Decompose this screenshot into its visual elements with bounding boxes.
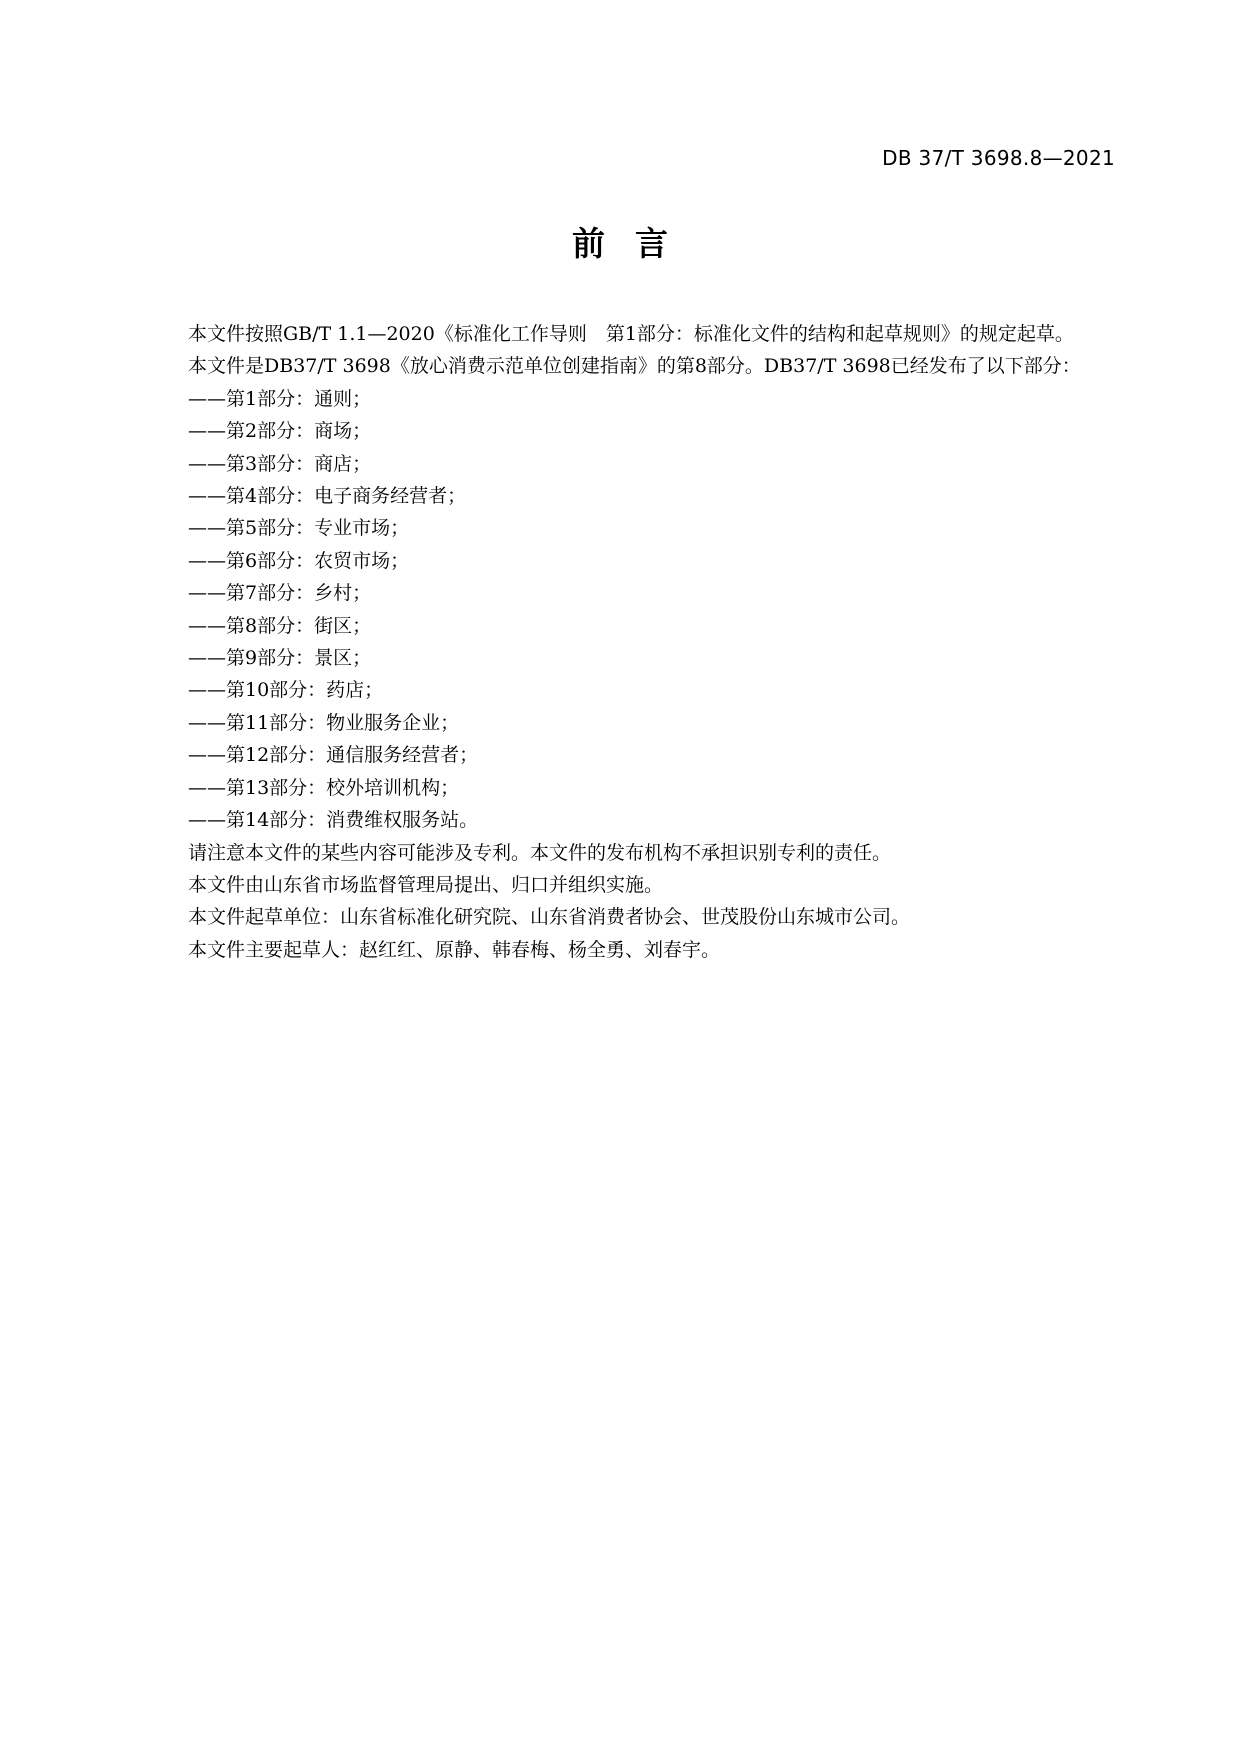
list-item: ——第11部分：物业服务企业；: [188, 711, 460, 734]
list-item: ——第12部分：通信服务经营者；: [188, 744, 479, 767]
list-item: ——第5部分：专业市场；: [188, 517, 410, 540]
page-title: 前言: [572, 224, 698, 263]
list-item: ——第3部分：商店；: [188, 452, 372, 475]
list-item: ——第7部分：乡村；: [188, 582, 372, 605]
list-item: ——第6部分：农贸市场；: [188, 549, 410, 572]
list-item: ——第13部分：校外培训机构；: [188, 776, 460, 799]
drafters: 本文件主要起草人：赵红红、原静、韩春梅、杨全勇、刘春宇。: [188, 938, 721, 961]
list-item: ——第2部分：商场；: [188, 420, 372, 443]
drafting-units: 本文件起草单位：山东省标准化研究院、山东省消费者协会、世茂股份山东城市公司。: [188, 906, 911, 929]
parts-list: [150, 383, 1117, 837]
proposer-statement: 本文件由山东省市场监督管理局提出、归口并组织实施。: [188, 873, 664, 896]
intro-paragraph-1: 本文件按照GB/T 1.1—2020《标准化工作导则 第1部分：标准化文件的结构和起草规则》的规定起草。: [188, 323, 1074, 345]
document-code: DB 37/T 3698.8—2021: [882, 146, 1115, 170]
intro-paragraph-2: 本文件是DB37/T 3698《放心消费示范单位创建指南》的第8部分。DB37/T 3698已经发布了以下部分：: [188, 355, 1081, 378]
list-item: ——第4部分：电子商务经营者；: [188, 485, 467, 508]
patent-notice: 请注意本文件的某些内容可能涉及专利。本文件的发布机构不承担识别专利的责任。: [188, 841, 892, 864]
foreword-body: [150, 318, 1117, 966]
list-item: ——第1部分：通则；: [188, 387, 372, 410]
list-item: ——第10部分：药店；: [188, 679, 384, 702]
list-item: ——第8部分：街区；: [188, 614, 372, 637]
list-item: ——第14部分：消费维权服务站。: [188, 809, 479, 832]
list-item: ——第9部分：景区；: [188, 647, 372, 670]
